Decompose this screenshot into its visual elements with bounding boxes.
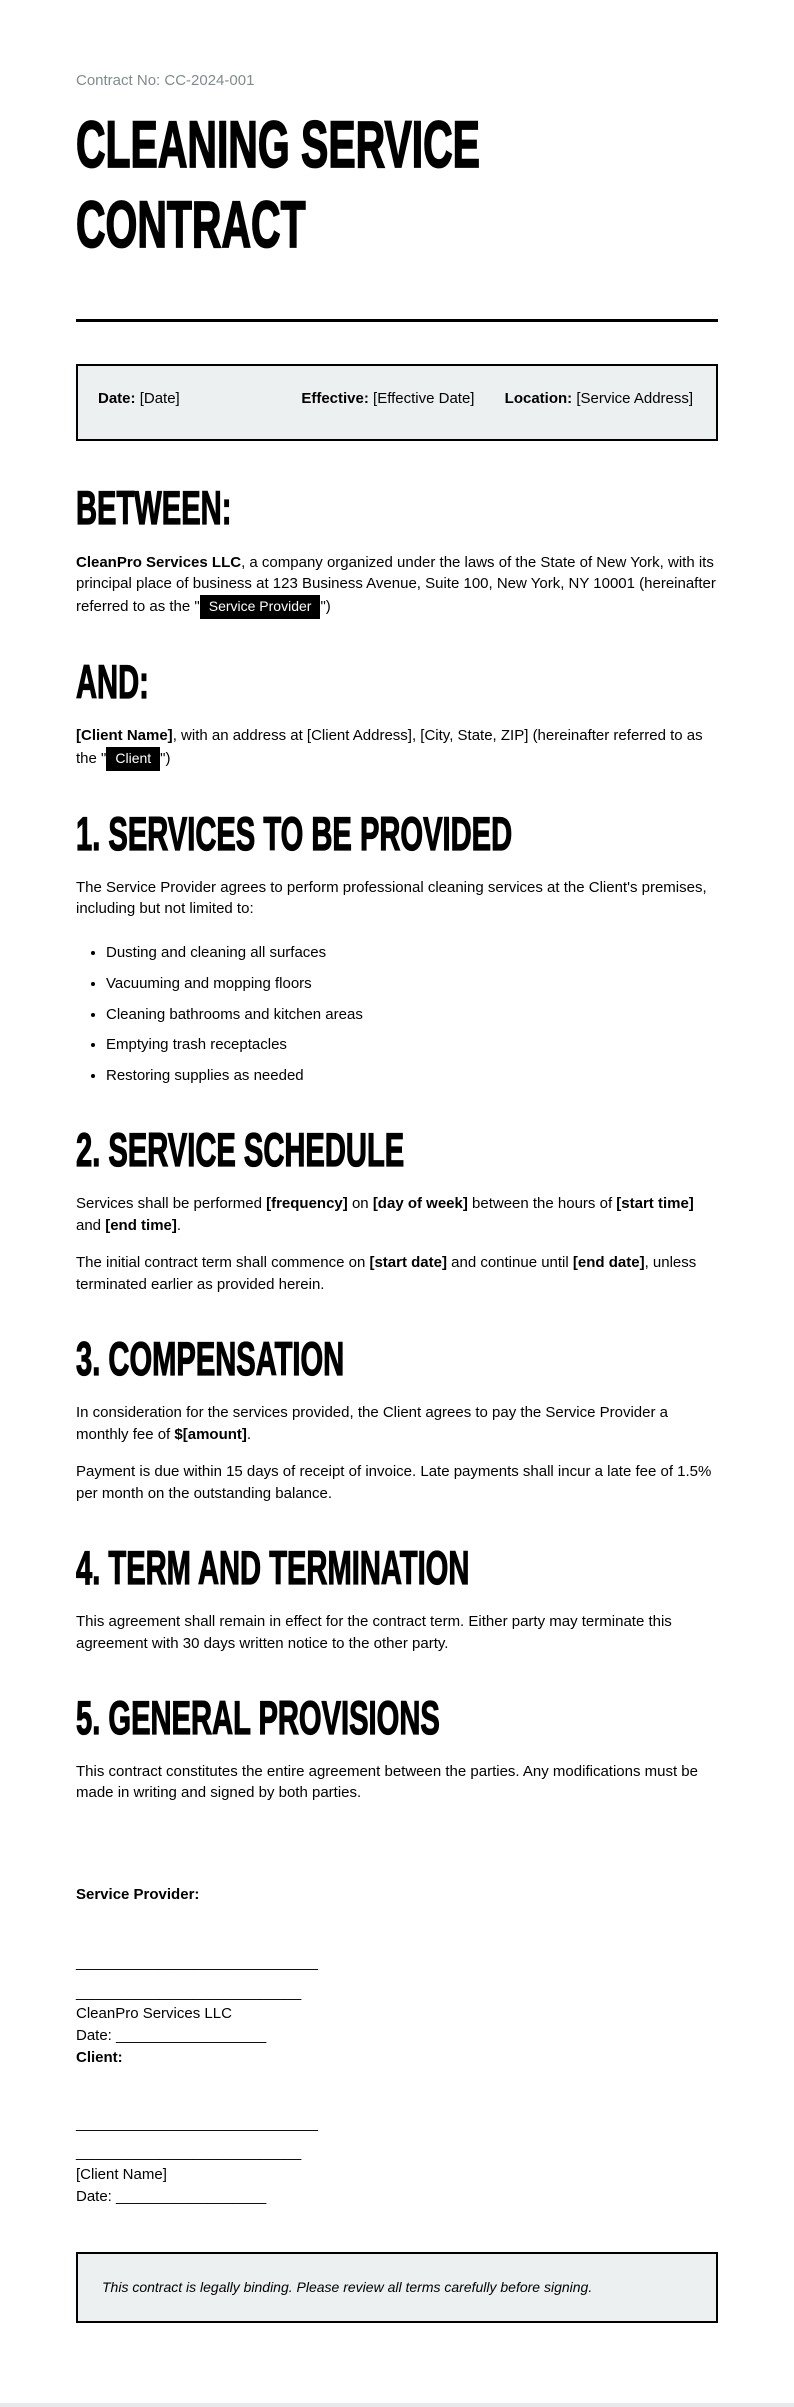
section-3-heading: 3. COMPENSATION: [76, 1331, 345, 1385]
date-label: Date:: [98, 389, 136, 407]
list-item: • Cleaning bathrooms and kitchen areas: [106, 1004, 718, 1026]
signature-section: [76, 1884, 718, 2208]
client-badge: Client: [106, 747, 160, 771]
info-item-effective: [301, 388, 492, 410]
heading-between: BETWEEN:: [76, 481, 232, 535]
list-item: • Restoring supplies as needed: [106, 1065, 718, 1087]
provider-date-line: Date: __________________: [76, 2027, 267, 2045]
disclaimer-box: [76, 2252, 718, 2324]
provider-paragraph: CleanPro Services LLC, a company organized under the laws of the State of New York, with its principal place of business at 123 Business Avenue, Suite 100, New York, NY 10001 (hereinafter referred to as the " Service Provider "): [76, 552, 718, 619]
contract-info-box: [76, 364, 718, 442]
term-paragraph: This agreement shall remain in effect for the contract term. Either party may terminate this agreement with 30 days written notice to the other party.: [76, 1613, 672, 1652]
provider-name: CleanPro Services LLC: [76, 553, 242, 571]
client-printed-name-line: ___________________________: [76, 2144, 302, 2162]
compensation-paragraph-2: Payment is due within 15 days of receipt of invoice. Late payments shall incur a late fee of 1.5% per month on the outstanding balance.: [76, 1463, 712, 1503]
section-5-heading: 5. GENERAL PROVISIONS: [76, 1690, 440, 1744]
document-title: CLEANING SERVICE CONTRACT: [76, 107, 480, 261]
provider-signature-line: _____________________________: [76, 1953, 318, 1971]
services-list: [76, 942, 718, 1087]
client-signature-label: Client:: [76, 2048, 123, 2066]
date-value: [Date]: [139, 389, 180, 407]
contract-number: Contract No: CC-2024-001: [76, 72, 255, 89]
list-item: • Vacuuming and mopping floors: [106, 973, 718, 995]
provider-printed-name: CleanPro Services LLC: [76, 2005, 232, 2023]
client-date-line: Date: __________________: [76, 2187, 267, 2205]
client-printed-name: [Client Name]: [76, 2166, 167, 2184]
start-date-placeholder: [start date]: [369, 1254, 447, 1272]
amount-placeholder: $[amount]: [174, 1425, 247, 1443]
end-time-placeholder: [end time]: [105, 1216, 177, 1234]
day-of-week-placeholder: [day of week]: [372, 1194, 468, 1212]
section-1-intro: The Service Provider agrees to perform professional cleaning services at the Client's premises, including but not limited to:: [76, 878, 707, 918]
section-1-heading: 1. SERVICES TO BE PROVIDED: [76, 806, 513, 860]
list-item: • Emptying trash receptacles: [106, 1034, 718, 1056]
info-item-date: [98, 388, 289, 410]
service-provider-badge: Service Provider: [200, 595, 321, 619]
client-name: [Client Name]: [76, 726, 173, 744]
location-value: [Service Address]: [576, 389, 694, 407]
location-label: Location:: [504, 389, 573, 407]
bottom-edge-strip: [0, 2403, 794, 2407]
heading-and: AND:: [76, 654, 149, 708]
end-date-placeholder: [end date]: [572, 1254, 645, 1272]
compensation-paragraph-1: In consideration for the services provided, the Client agrees to pay the Service Provider a monthly fee of $[amount].: [76, 1403, 668, 1443]
section-4-heading: 4. TERM AND TERMINATION: [76, 1540, 470, 1594]
client-paragraph: [Client Name], with an address at [Client Address], [City, State, ZIP] (hereinafter referred to as the " Client "): [76, 725, 718, 771]
provisions-paragraph: This contract constitutes the entire agreement between the parties. Any modifications must be made in writing and signed by both parties.: [76, 1762, 698, 1802]
start-time-placeholder: [start time]: [616, 1194, 694, 1212]
provider-signature-label: Service Provider:: [76, 1886, 200, 1904]
disclaimer-text: This contract is legally binding. Please review all terms carefully before signing.: [102, 2278, 593, 2295]
list-item: • Dusting and cleaning all surfaces: [106, 942, 718, 964]
effective-value: [Effective Date]: [373, 389, 475, 407]
schedule-paragraph-1: Services shall be performed [frequency] on [day of week] between the hours of [start time] and [end time].: [76, 1194, 694, 1234]
schedule-paragraph-2: The initial contract term shall commence on [start date] and continue until [end date], unless terminated earlier as provided herein.: [76, 1254, 697, 1294]
info-item-location: [505, 388, 696, 410]
client-signature-line: _____________________________: [76, 2114, 318, 2132]
title-divider: [76, 319, 718, 322]
frequency-placeholder: [frequency]: [266, 1194, 348, 1212]
section-2-heading: 2. SERVICE SCHEDULE: [76, 1122, 405, 1176]
effective-label: Effective:: [301, 389, 369, 407]
provider-printed-name-line: ___________________________: [76, 1983, 302, 2001]
